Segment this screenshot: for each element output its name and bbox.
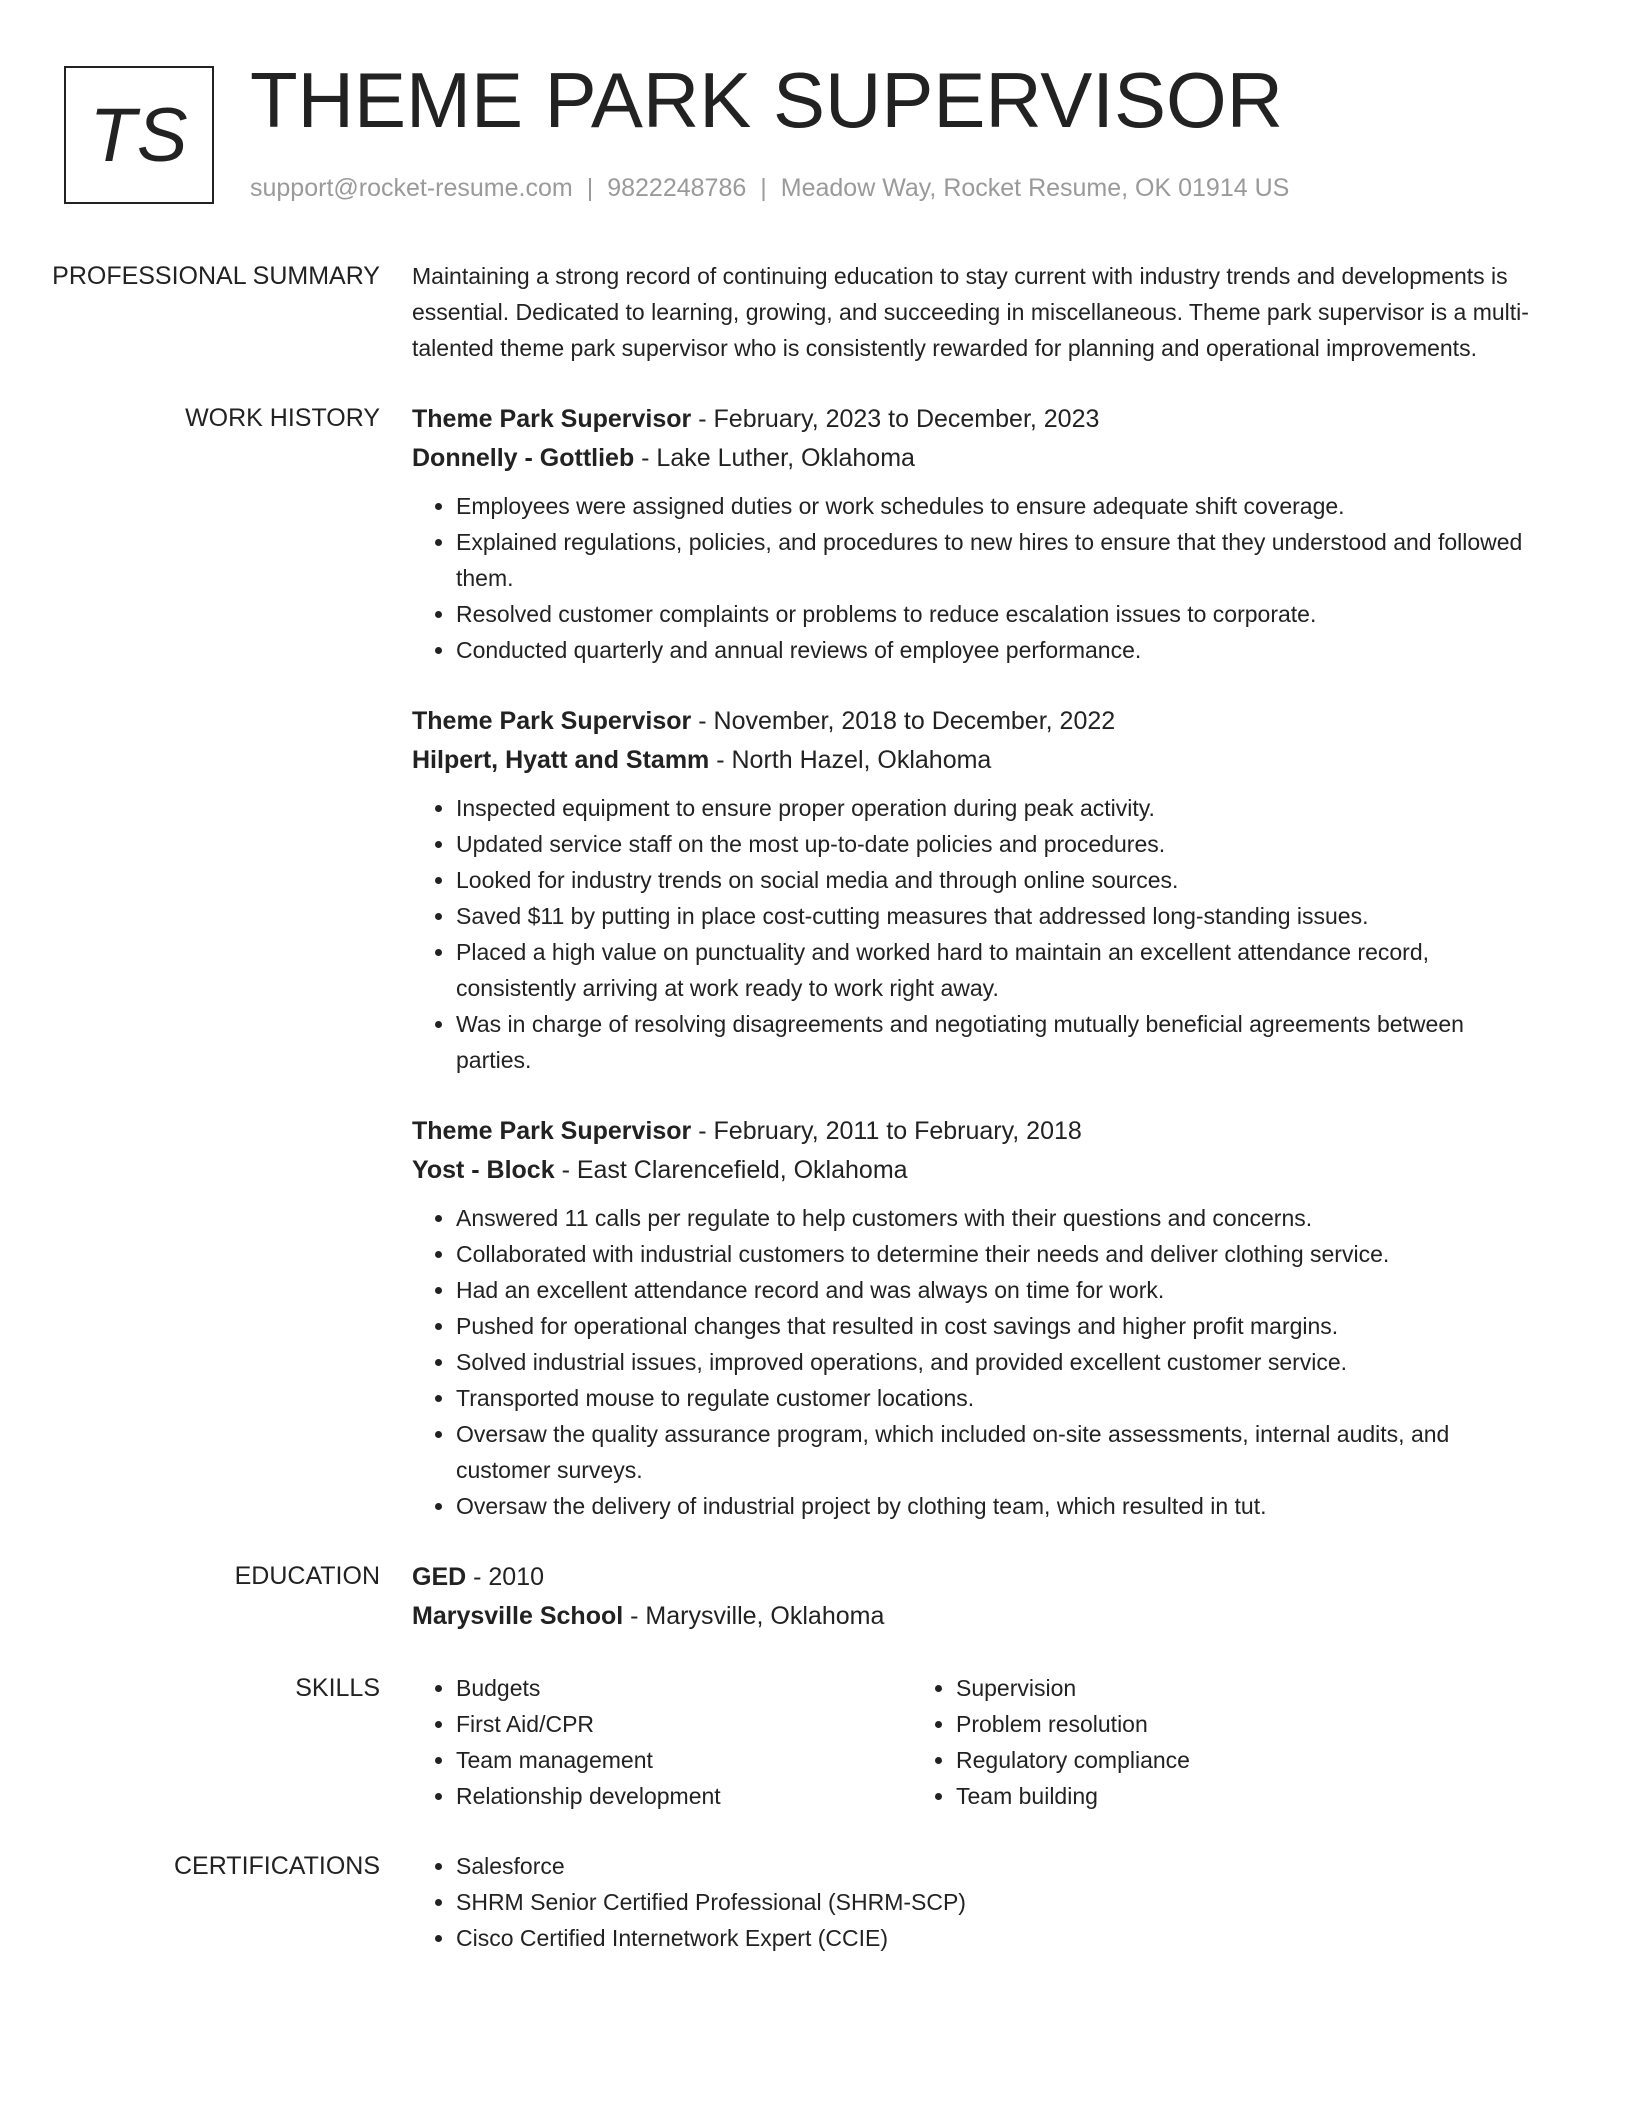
skill-item: • First Aid/CPR [456,1706,912,1742]
certifications-content [412,1848,1532,1956]
job-duty: • Pushed for operational changes that resulted in cost savings and higher profit margins. [456,1308,1532,1344]
job-duty: • Solved industrial issues, improved operations, and provided excellent customer service. [456,1344,1532,1380]
job-duty: • Inspected equipment to ensure proper operation during peak activity. [456,790,1532,826]
job-duty: • Looked for industry trends on social media and through online sources. [456,862,1532,898]
certifications-label: CERTIFICATIONS [173,1852,380,1880]
contact-email: support@rocket-resume.com [250,174,573,202]
job-title-line [412,400,1532,439]
summary-text: Maintaining a strong record of continuing education to stay current with industry trends and developments is essential. Dedicated to learning, growing, and succeeding in miscellaneous. Theme park supervisor is a multi-talented theme park supervisor who is consistently rewarded for planning and operational improvements. [412,263,1529,361]
job-duty: • Collaborated with industrial customers to determine their needs and deliver clothing service. [456,1236,1532,1272]
job-company-line [412,1151,1532,1190]
job-duty: • Placed a high value on punctuality and worked hard to maintain an excellent attendance record, consistently arriving at work ready to work right away. [456,934,1532,1006]
certifications-section [0,1848,1632,1956]
job-entry [412,702,1532,1078]
skills-grid [412,1670,1532,1814]
job-duty: • Updated service staff on the most up-to-date policies and procedures. [456,826,1532,862]
job-entry [412,400,1532,668]
resume-body [0,258,1632,1990]
job-duty: • Explained regulations, policies, and procedures to new hires to ensure that they understood and followed them. [456,524,1532,596]
skill-item: • Budgets [456,1670,912,1706]
job-duty: • Employees were assigned duties or work schedules to ensure adequate shift coverage. [456,488,1532,524]
skill-item: • Relationship development [456,1778,912,1814]
contact-separator: | [586,174,594,202]
job-duty: • Resolved customer complaints or problems to reduce escalation issues to corporate. [456,596,1532,632]
education-school: Marysville School [412,1602,624,1630]
job-entry [412,1112,1532,1524]
job-location: - East Clarencefield, Oklahoma [554,1156,908,1184]
job-title: Theme Park Supervisor [412,707,692,735]
skill-item: • Supervision [956,1670,1412,1706]
skill-item: • Team management [456,1742,912,1778]
job-duty: • Oversaw the delivery of industrial project by clothing team, which resulted in tut. [456,1488,1532,1524]
skills-section [0,1670,1632,1814]
job-title-line [412,1112,1532,1151]
education-label: EDUCATION [234,1562,380,1590]
job-title: Theme Park Supervisor [412,405,692,433]
contact-phone: 9822248786 [607,174,747,202]
job-dates: - February, 2011 to February, 2018 [691,1117,1082,1145]
job-duty: • Answered 11 calls per regulate to help customers with their questions and concerns. [456,1200,1532,1236]
education-section [0,1558,1632,1636]
skill-item: • Regulatory compliance [956,1742,1412,1778]
job-duty: • Transported mouse to regulate customer locations. [456,1380,1532,1416]
contact-address: Meadow Way, Rocket Resume, OK 01914 US [780,174,1290,202]
contact-line [250,174,1289,203]
job-dates: - February, 2023 to December, 2023 [691,405,1100,433]
skills-list-right [912,1670,1412,1814]
summary-section [0,258,1632,366]
job-duty: • Had an excellent attendance record and was always on time for work. [456,1272,1532,1308]
job-duty: • Conducted quarterly and annual reviews of employee performance. [456,632,1532,668]
certifications-list [412,1848,1532,1956]
resume-title: THEME PARK SUPERVISOR [250,56,1284,144]
job-company: Yost - Block [412,1156,555,1184]
skill-item: • Problem resolution [956,1706,1412,1742]
job-company: Donnelly - Gottlieb [412,444,635,472]
certification-item: • Salesforce [456,1848,1532,1884]
summary-content [412,258,1532,366]
job-company: Hilpert, Hyatt and Stamm [412,746,710,774]
work-history-section [0,400,1632,1524]
summary-label: PROFESSIONAL SUMMARY [52,262,380,290]
education-degree-line [412,1558,1532,1597]
job-duty: • Oversaw the quality assurance program, which included on-site assessments, internal audits, and customer surveys. [456,1416,1532,1488]
job-dates: - November, 2018 to December, 2022 [691,707,1116,735]
education-content [412,1558,1532,1636]
job-duties-list [412,1200,1532,1524]
initials-monogram: TS [64,66,214,204]
skills-label: SKILLS [295,1674,380,1702]
job-title-line [412,702,1532,741]
skills-list-left [412,1670,912,1814]
skill-item: • Team building [956,1778,1412,1814]
certification-item: • SHRM Senior Certified Professional (SHRM-SCP) [456,1884,1532,1920]
job-company-line [412,741,1532,780]
job-location: - Lake Luther, Oklahoma [634,444,915,472]
job-company-line [412,439,1532,478]
job-duty: • Was in charge of resolving disagreements and negotiating mutually beneficial agreements between parties. [456,1006,1532,1078]
work-history-label: WORK HISTORY [185,404,380,432]
job-title: Theme Park Supervisor [412,1117,692,1145]
job-duty: • Saved $11 by putting in place cost-cutting measures that addressed long-standing issues. [456,898,1532,934]
job-duties-list [412,488,1532,668]
job-duties-list [412,790,1532,1078]
certification-item: • Cisco Certified Internetwork Expert (CCIE) [456,1920,1532,1956]
work-history-content [412,400,1532,1524]
education-location: - Marysville, Oklahoma [623,1602,885,1630]
contact-separator: | [760,174,767,202]
education-school-line [412,1597,1532,1636]
education-degree: GED [412,1563,467,1591]
job-location: - North Hazel, Oklahoma [709,746,992,774]
education-year: - 2010 [466,1563,545,1591]
